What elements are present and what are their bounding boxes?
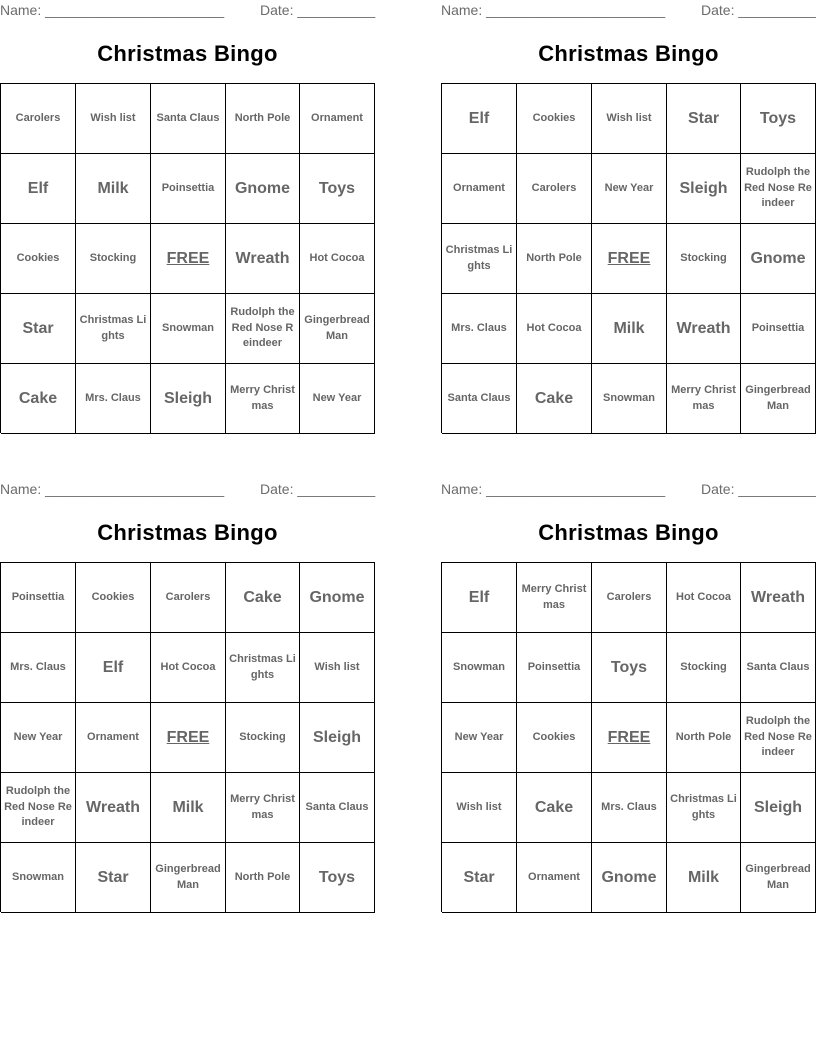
bingo-cell: Poinsettia [1,563,76,633]
bingo-cell: Ornament [442,154,517,224]
bingo-cell: Star [442,843,517,913]
card-title: Christmas Bingo [538,520,719,545]
bingo-cell: Cake [517,773,592,843]
bingo-cell: Merry Christmas [517,563,592,633]
bingo-cell: Cake [226,563,300,633]
bingo-cell: Mrs. Claus [1,633,76,703]
bingo-cell: Rudolph the Red Nose Reindeer [741,703,816,773]
bingo-cell: Milk [76,154,151,224]
bingo-cell: Snowman [1,843,76,913]
bingo-cell: Elf [442,563,517,633]
bingo-cell: Wreath [226,224,300,294]
bingo-grid [0,562,375,912]
bingo-cell: Mrs. Claus [76,364,151,434]
free-space-cell: FREE [592,224,667,294]
bingo-cell: Rudolph the Red Nose Reindeer [741,154,816,224]
bingo-cell: Cake [1,364,76,434]
name-field-label: Name: _______________________ [441,481,666,497]
bingo-cell: Poinsettia [741,294,816,364]
bingo-cell: Gnome [300,563,375,633]
bingo-cell: Milk [592,294,667,364]
bingo-cell: Milk [667,843,741,913]
bingo-cell: Wreath [741,563,816,633]
card-header [441,481,816,499]
bingo-cell: North Pole [226,843,300,913]
bingo-cell: Ornament [300,84,375,154]
bingo-cell: North Pole [667,703,741,773]
bingo-cell: Wish list [442,773,517,843]
bingo-cell: Poinsettia [151,154,226,224]
bingo-cell: Star [667,84,741,154]
bingo-cell: Hot Cocoa [517,294,592,364]
bingo-cell: New Year [300,364,375,434]
card-header [0,2,375,20]
bingo-cell: Stocking [226,703,300,773]
bingo-cell: Sleigh [300,703,375,773]
bingo-cell: Rudolph the Red Nose Reindeer [1,773,76,843]
bingo-grid [441,562,816,912]
bingo-cell: Snowman [592,364,667,434]
bingo-cell: Sleigh [151,364,226,434]
card-title: Christmas Bingo [97,520,278,545]
card-title: Christmas Bingo [538,41,719,66]
bingo-cell: Stocking [76,224,151,294]
bingo-cell: Star [76,843,151,913]
bingo-cell: Gingerbread Man [151,843,226,913]
bingo-cell: Mrs. Claus [442,294,517,364]
bingo-cell: Sleigh [667,154,741,224]
bingo-cell: Gnome [592,843,667,913]
bingo-cell: Christmas Lights [442,224,517,294]
bingo-cell: Gnome [226,154,300,224]
bingo-cell: North Pole [226,84,300,154]
bingo-cell: Hot Cocoa [300,224,375,294]
date-field-label: Date: __________ [701,481,816,497]
bingo-cell: Sleigh [741,773,816,843]
bingo-grid [0,83,375,433]
name-field-label: Name: _______________________ [0,481,225,497]
card-title: Christmas Bingo [97,41,278,66]
bingo-cell: Hot Cocoa [151,633,226,703]
bingo-cell: Toys [741,84,816,154]
bingo-cell: Christmas Lights [667,773,741,843]
bingo-cell: Merry Christmas [226,364,300,434]
bingo-cell: New Year [592,154,667,224]
bingo-cell: New Year [1,703,76,773]
bingo-cell: Toys [300,154,375,224]
bingo-cell: Carolers [592,563,667,633]
bingo-cell: Wish list [76,84,151,154]
bingo-cell: Elf [1,154,76,224]
bingo-cell: Cookies [1,224,76,294]
bingo-cell: Elf [442,84,517,154]
bingo-cell: Mrs. Claus [592,773,667,843]
name-field-label: Name: _______________________ [0,2,225,18]
bingo-cell: Poinsettia [517,633,592,703]
bingo-cell: Stocking [667,224,741,294]
bingo-cell: Snowman [442,633,517,703]
bingo-cell: Wreath [667,294,741,364]
bingo-cell: Merry Christmas [667,364,741,434]
bingo-cell: Wreath [76,773,151,843]
card-header [441,2,816,20]
bingo-cell: North Pole [517,224,592,294]
bingo-cell: Ornament [76,703,151,773]
date-field-label: Date: __________ [260,481,376,497]
bingo-cell: Ornament [517,843,592,913]
bingo-cell: Toys [300,843,375,913]
bingo-cell: Cookies [517,84,592,154]
bingo-cell: Star [1,294,76,364]
bingo-grid [441,83,816,433]
bingo-cell: Santa Claus [741,633,816,703]
bingo-cell: Wish list [592,84,667,154]
bingo-cell: Santa Claus [442,364,517,434]
bingo-cell: Wish list [300,633,375,703]
bingo-cell: Stocking [667,633,741,703]
date-field-label: Date: __________ [260,2,376,18]
bingo-cell: Gingerbread Man [741,843,816,913]
bingo-cell: Carolers [1,84,76,154]
bingo-cell: Gnome [741,224,816,294]
bingo-cell: Rudolph the Red Nose Reindeer [226,294,300,364]
free-space-cell: FREE [151,703,226,773]
bingo-cell: Milk [151,773,226,843]
bingo-cell: Gingerbread Man [741,364,816,434]
bingo-cell: Carolers [517,154,592,224]
card-header [0,481,375,499]
free-space-cell: FREE [151,224,226,294]
bingo-cell: Cake [517,364,592,434]
bingo-cell: Snowman [151,294,226,364]
bingo-cell: Elf [76,633,151,703]
bingo-cell: Christmas Lights [76,294,151,364]
bingo-cell: Carolers [151,563,226,633]
name-field-label: Name: _______________________ [441,2,666,18]
bingo-cell: Santa Claus [151,84,226,154]
bingo-cell: New Year [442,703,517,773]
bingo-cell: Toys [592,633,667,703]
bingo-cell: Santa Claus [300,773,375,843]
bingo-cell: Cookies [517,703,592,773]
date-field-label: Date: __________ [701,2,816,18]
free-space-cell: FREE [592,703,667,773]
bingo-cell: Christmas Lights [226,633,300,703]
bingo-cell: Hot Cocoa [667,563,741,633]
bingo-cell: Gingerbread Man [300,294,375,364]
bingo-cell: Merry Christmas [226,773,300,843]
bingo-cell: Cookies [76,563,151,633]
